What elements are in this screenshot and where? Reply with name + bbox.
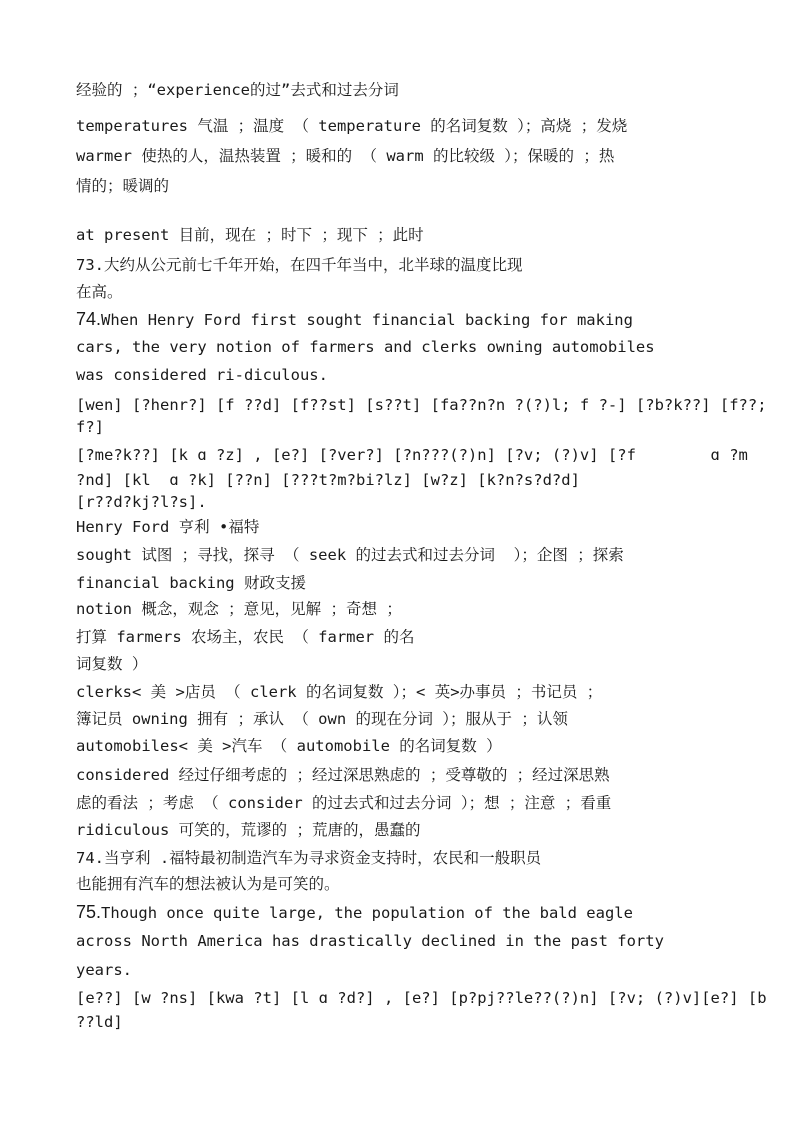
- paragraph-75-line-1: 75.Though once quite large, the population of the bald eagle: [76, 902, 633, 922]
- text-line: warmer 使热的人，温热装置 ；暖和的 （ warm 的比较级 ）；保暖的 ；热: [76, 147, 615, 165]
- vocab-line: sought 试图 ；寻找，探寻 （ seek 的过去式和过去分词 ）；企图 ；探索: [76, 546, 624, 564]
- vocab-line: 词复数 ）: [76, 655, 148, 673]
- text-line: 经验的 ；“experience的过”去式和过去分词: [76, 81, 399, 99]
- vocab-line: considered 经过仔细考虑的 ；经过深思熟虑的 ；受尊敬的 ；经过深思熟: [76, 766, 610, 784]
- phonetic-line: [wen] [?henr?] [f ??d] [f??st] [s??t] [fa??n?n ?(?)l; f ?-] [?b?k??] [f??;: [76, 396, 767, 414]
- vocab-line: notion 概念，观念 ；意见，见解 ；奇想 ；: [76, 600, 402, 618]
- paragraph-74-line-1: 74.When Henry Ford first sought financial backing for making: [76, 309, 633, 329]
- phonetic-line: ?nd] [kl ɑ ?k] [??n] [???t?m?bi?lz] [w?z] [k?n?s?d?d]: [76, 471, 580, 489]
- phonetic-line: [r??d?kj?l?s].: [76, 493, 207, 511]
- text-line: was considered ri-diculous.: [76, 366, 328, 384]
- text-line: at present 目前，现在 ；时下 ；现下 ；此时: [76, 226, 424, 244]
- vocab-line: clerks< 美 >店员 （ clerk 的名词复数 ）；< 英>办事员 ；书记员 ；: [76, 683, 603, 701]
- vocab-line: Henry Ford 亨利 •福特: [76, 518, 260, 536]
- phonetic-line: f?]: [76, 418, 104, 436]
- item-number-74: 74.: [76, 309, 102, 329]
- vocab-line: 簿记员 owning 拥有 ；承认 （ own 的现在分词 ）；服从于 ；认领: [76, 710, 568, 728]
- text-line: 73.大约从公元前七千年开始，在四千年当中，北半球的温度比现: [76, 256, 523, 274]
- vocab-line: 虑的看法 ；考虑 （ consider 的过去式和过去分词 ）；想 ；注意 ；看重: [76, 794, 612, 812]
- vocab-line: 打算 farmers 农场主，农民 （ farmer 的名: [76, 628, 415, 646]
- text-line: 情的；暖调的: [76, 177, 170, 195]
- text-line: 在高。: [76, 283, 123, 301]
- phonetic-line: ??ld]: [76, 1013, 123, 1031]
- text-line: years.: [76, 961, 132, 979]
- text-line: across North America has drastically declined in the past forty: [76, 932, 664, 950]
- vocab-line: ridiculous 可笑的，荒谬的 ；荒唐的，愚蠢的: [76, 821, 421, 839]
- phonetic-line: [?me?k??] [k ɑ ?z] , [e?] [?ver?] [?n???(?)n] [?v; (?)v] [?f ɑ ?m: [76, 446, 748, 464]
- vocab-line: financial backing 财政支援: [76, 574, 306, 592]
- item-number-75: 75.: [76, 902, 102, 922]
- text-line: temperatures 气温 ；温度 （ temperature 的名词复数 ）；高烧 ；发烧: [76, 117, 628, 135]
- text-line: cars, the very notion of farmers and clerks owning automobiles: [76, 338, 655, 356]
- translation-line: 也能拥有汽车的想法被认为是可笑的。: [76, 875, 340, 893]
- phonetic-line: [e??] [w ?ns] [kwa ?t] [l ɑ ?d?] , [e?] [p?pj??le??(?)n] [?v; (?)v][e?] [b: [76, 989, 767, 1007]
- translation-line: 74.当亨利 .福特最初制造汽车为寻求资金支持时，农民和一般职员: [76, 849, 542, 867]
- vocab-line: automobiles< 美 >汽车 （ automobile 的名词复数 ）: [76, 737, 502, 755]
